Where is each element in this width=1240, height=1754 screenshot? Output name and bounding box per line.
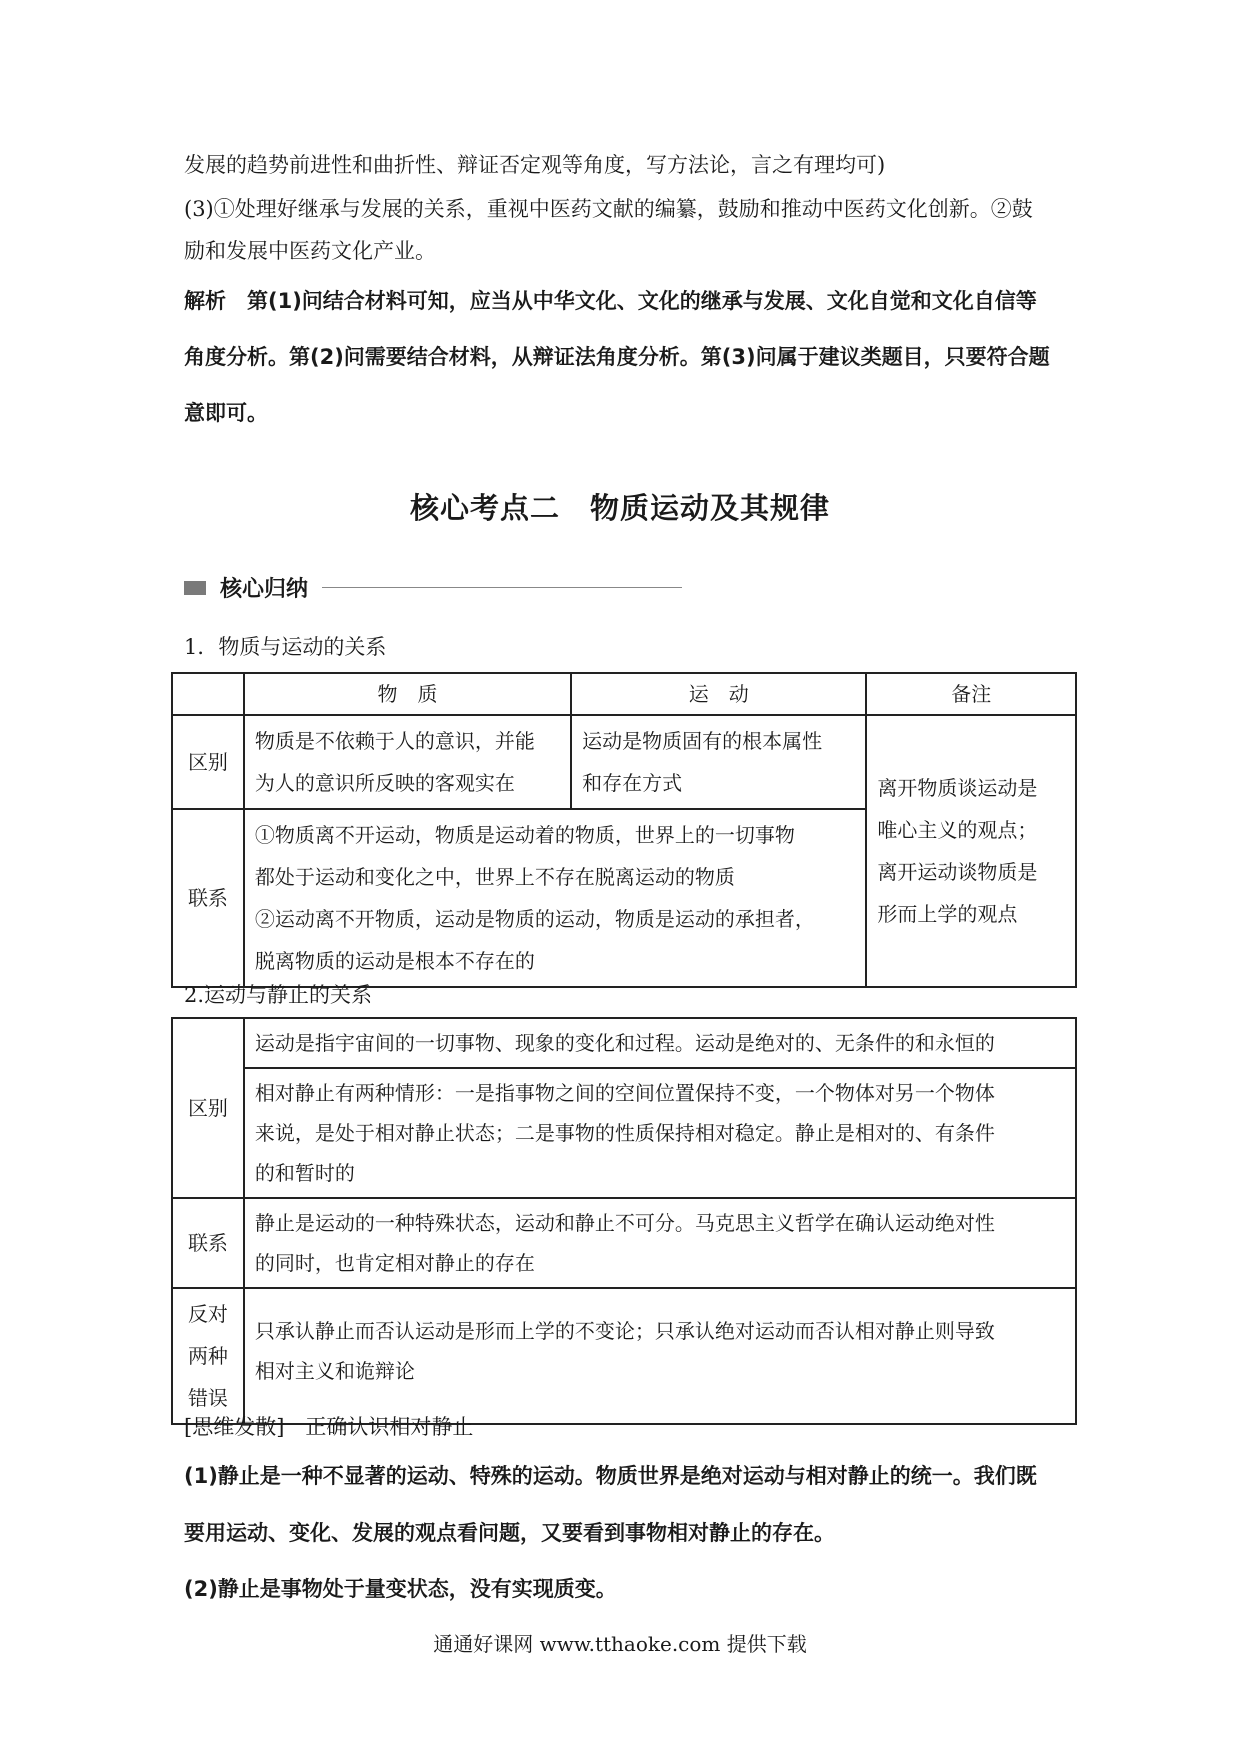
table2-connection-line: 静止是运动的一种特殊状态，运动和静止不可分。马克思主义哲学在确认运动绝对性 [254,1211,995,1235]
block-heading [184,572,682,603]
table1-note-line: 离开物质谈运动是 [877,776,1038,800]
table2-connection-cell [244,1198,1076,1288]
table1-motion-cell [571,715,866,809]
table1-note-line: 唯心主义的观点； [877,818,1038,842]
table2-rest-line: 来说，是处于相对静止状态；二是事物的性质保持相对稳定。静止是相对的、有条件 [254,1121,995,1145]
table1-note-cell [866,715,1076,987]
table1-matter-cell [244,715,571,809]
section-title: 核心考点二 物质运动及其规律 [409,491,830,525]
table2-connection-line: 的同时，也肯定相对静止的存在 [254,1251,535,1275]
table2-errors-label-line: 错误 [187,1386,228,1410]
block-heading-text: 核心归纳 [220,577,309,602]
table2-errors-line: 相对主义和诡辩论 [254,1359,415,1383]
thinking-title: [思维发散] 正确认识相对静止 [184,1415,474,1439]
motion-rest-table [171,1017,1077,1425]
table1-connection-line: ①物质离不开运动，物质是运动着的物质，世界上的一切事物 [254,823,795,847]
table1-caption: 1．物质与运动的关系 [184,635,387,659]
intro-line-1: 发展的趋势前进性和曲折性、辩证否定观等角度，写方法论，言之有理均可) [184,153,886,177]
heading-square-icon [184,581,206,595]
table2-errors-label-line: 反对 [187,1302,228,1326]
table2-row-difference-label: 区别 [172,1018,244,1198]
table2-rest-definition-cell [244,1068,1076,1198]
thinking-p2: (2)静止是事物处于量变状态，没有实现质变。 [184,1577,617,1601]
table2-errors-cell [244,1288,1076,1424]
thinking-p1-line-1: (1)静止是一种不显著的运动、特殊的运动。物质世界是绝对运动与相对静止的统一。我们既 [184,1464,1037,1488]
table1-connection-line: 都处于运动和变化之中，世界上不存在脱离运动的物质 [254,865,735,889]
intro-line-2: (3)①处理好继承与发展的关系，重视中医药文献的编纂，鼓励和推动中医药文化创新。②鼓 [184,197,1033,221]
table1-row-connection-label: 联系 [172,809,244,987]
table2-rest-line: 的和暂时的 [254,1161,355,1185]
table1-connection-line: 脱离物质的运动是根本不存在的 [254,949,535,973]
table1-connection-line: ②运动离不开物质，运动是物质的运动，物质是运动的承担者， [254,907,815,931]
table2-row-connection-label: 联系 [172,1198,244,1288]
table1-header-matter: 物 质 [244,673,571,715]
table1-matter-line: 物质是不依赖于人的意识，并能 [254,729,535,753]
table1-connection-cell [244,809,867,987]
table1-header-motion: 运 动 [571,673,866,715]
table2-errors-line: 只承认静止而否认运动是形而上学的不变论；只承认绝对运动而否认相对静止则导致 [254,1319,995,1343]
table2-rest-line: 相对静止有两种情形：一是指事物之间的空间位置保持不变，一个物体对另一个物体 [254,1081,995,1105]
analysis-line-3: 意即可。 [184,401,268,425]
table1-note-line: 离开运动谈物质是 [877,860,1038,884]
intro-line-3: 励和发展中医药文化产业。 [184,239,436,263]
table1-motion-line: 和存在方式 [582,771,683,795]
table1-note-line: 形而上学的观点 [877,902,1018,926]
table2-row-errors-label [172,1288,244,1424]
table1-header-note: 备注 [866,673,1076,715]
table2-errors-label-line: 两种 [187,1344,228,1368]
analysis-line-2: 角度分析。第(2)问需要结合材料，从辩证法角度分析。第(3)问属于建议类题目，只要符合题 [184,345,1050,369]
thinking-p1-line-2: 要用运动、变化、发展的观点看问题，又要看到事物相对静止的存在。 [184,1521,835,1545]
matter-motion-table [171,672,1077,988]
table2-motion-definition-cell: 运动是指宇宙间的一切事物、现象的变化和过程。运动是绝对的、无条件的和永恒的 [244,1018,1076,1068]
table2-caption: 2.运动与静止的关系 [184,983,373,1007]
table1-motion-line: 运动是物质固有的根本属性 [582,729,823,753]
table1-row-difference-label: 区别 [172,715,244,809]
page-footer: 通通好课网 www.tthaoke.com 提供下载 [433,1632,807,1656]
analysis-line-1: 解析 第(1)问结合材料可知，应当从中华文化、文化的继承与发展、文化自觉和文化自信等 [184,289,1037,313]
table1-header-blank [172,673,244,715]
table1-matter-line: 为人的意识所反映的客观实在 [254,771,515,795]
heading-rule [322,587,682,588]
